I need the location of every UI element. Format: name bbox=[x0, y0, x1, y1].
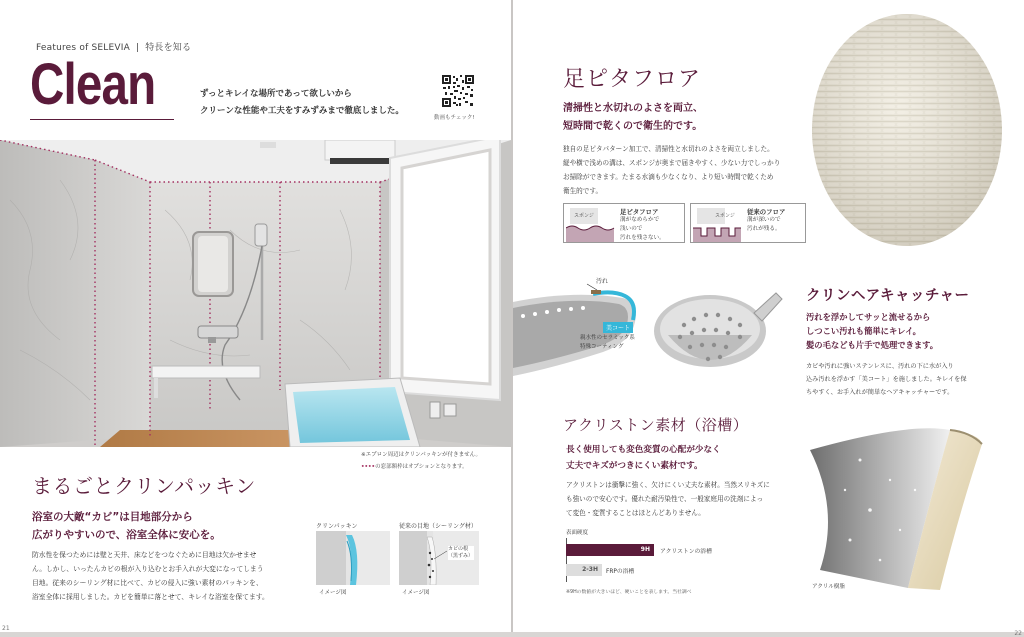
floor-heading: 足ピタフロア bbox=[563, 67, 702, 92]
body-line: も強いので安心です。優れた耐汚染性で、一般家庭用の洗剤によっ bbox=[566, 495, 764, 503]
body-line: ん。しかし、いったんカビの根が入り込むとお手入れが大変になってしまう bbox=[32, 565, 264, 573]
image-label: イメージ図 bbox=[319, 590, 347, 596]
hardness-bar-acriston bbox=[566, 544, 654, 556]
acriston-subheading bbox=[566, 442, 721, 474]
diagram-line: 汚れを残さない。 bbox=[620, 235, 665, 241]
body-line: 衛生的です。 bbox=[563, 187, 603, 195]
subheading-line: 短時間で乾くので衛生的です。 bbox=[563, 121, 703, 132]
acrylic-resin-label: アクリル樹脂 bbox=[812, 584, 845, 590]
acriston-material-image bbox=[800, 420, 1000, 596]
page-number-right: 22 bbox=[1014, 630, 1022, 637]
intro-line: ずっとキレイな場所であって欲しいから bbox=[200, 89, 352, 99]
subheading-line: 浴室の大敵“カビ”は目地部分から bbox=[32, 511, 193, 523]
body-line: て変色・変質することはほとんどありません。 bbox=[566, 509, 705, 517]
hardness-bar-frp bbox=[566, 564, 602, 576]
body-line: カビや汚れに強いステンレスに、汚れの下に水が入り bbox=[806, 363, 954, 370]
hair-catcher-heading: クリンヘアキャッチャー bbox=[806, 288, 970, 304]
features-jp-text: 特長を知る bbox=[145, 43, 192, 53]
subheading-line: 広がりやすいので、浴室全体に安心を。 bbox=[32, 529, 221, 541]
bathroom-note-1: ※エプロン周辺はクリンパッキンが付きません。 bbox=[361, 452, 482, 458]
hardness-footnote: ※9Hの数値が大きいほど、硬いことを表します。当社調べ bbox=[566, 590, 692, 595]
bar-value: 9H bbox=[640, 546, 650, 553]
hair-catcher-image bbox=[650, 285, 785, 385]
subheading-line: 丈夫でキズがつきにくい素材です。 bbox=[566, 461, 703, 471]
diagram-text bbox=[747, 207, 785, 234]
ashipita-floor-diagram bbox=[563, 203, 685, 243]
hardness-title: 表面硬度 bbox=[566, 530, 589, 536]
clin-packing-label: クリンパッキン bbox=[316, 523, 358, 530]
diagram-title: 従来のフロア bbox=[747, 208, 786, 216]
title-underline bbox=[30, 119, 174, 120]
sponge-tag: スポンジ bbox=[715, 213, 735, 219]
body-line: 目地。従来のシーリング材に比べて、カビの侵入に強い素材のパッキンを、 bbox=[32, 579, 263, 587]
features-text: Features of SELEVIA bbox=[36, 43, 130, 53]
bar-value: 2-3H bbox=[582, 566, 598, 573]
body-line: 独自の足ピタパターン加工で、清掃性と水切れのよさを両立しました。 bbox=[563, 145, 774, 153]
bathroom-photo bbox=[0, 140, 511, 447]
floor-body bbox=[563, 142, 780, 198]
qr-label: 動画もチェック! bbox=[434, 115, 475, 121]
subheading-line: 長く使用しても変色変質の心配が少なく bbox=[566, 445, 721, 455]
packing-heading: まるごとクリンパッキン bbox=[32, 474, 256, 498]
intro-text bbox=[200, 86, 404, 120]
body-line: 浴室全体に採用しました。カビを簡単に落とせて、キレイな浴室を保てます。 bbox=[32, 593, 269, 601]
bar-label: FRPの浴槽 bbox=[606, 569, 635, 575]
packing-body bbox=[32, 548, 308, 604]
ceramic-callout bbox=[580, 334, 635, 352]
diagram-line: 汚れが残る。 bbox=[747, 226, 781, 232]
subheading-line: しつこい汚れも簡単にキレイ。 bbox=[806, 326, 921, 336]
image-label: イメージ図 bbox=[402, 590, 430, 596]
page-title: Clean bbox=[30, 52, 156, 117]
mold-callout: カビの根（黒ずみ） bbox=[448, 546, 474, 559]
body-line: お掃除ができます。たまる水滴も少なくなり、より短い時間で乾くため bbox=[563, 173, 774, 181]
callout-line: 特殊コーティング bbox=[580, 344, 624, 350]
body-line: 縦や横で浅めの溝は、スポンジが奥まで届きやすく、少ない力でしっかり bbox=[563, 159, 781, 167]
acriston-body bbox=[566, 478, 770, 520]
hair-catcher-body bbox=[806, 360, 967, 399]
page-number-left: 21 bbox=[2, 625, 10, 632]
conventional-joint-label: 従来の目地（シーリング材） bbox=[399, 523, 477, 530]
subheading-line: 汚れを浮かしてサッと流せるから bbox=[806, 312, 931, 322]
body-line: アクリストンは衝撃に強く、欠けにくい丈夫な素材。当然スリキズに bbox=[566, 481, 770, 489]
body-line: 込み汚れを浮かす「美コート」を施しました。キレイを保 bbox=[806, 376, 967, 383]
sponge-tag: スポンジ bbox=[574, 213, 594, 219]
dotted-line-marker: •••• bbox=[361, 464, 376, 470]
packing-subheading bbox=[32, 508, 221, 544]
diagram-line: 溝が深いので bbox=[747, 217, 781, 223]
subheading-line: 清掃性と水切れのよさを両立、 bbox=[563, 103, 703, 114]
diagram-line: 浅いので bbox=[620, 226, 643, 232]
qr-code[interactable] bbox=[441, 74, 475, 108]
bar-label: アクリストンの浴槽 bbox=[660, 549, 712, 555]
diagram-line: 溝がなめらかで bbox=[620, 217, 660, 223]
callout-line: 親水性のセラミック系 bbox=[580, 335, 635, 341]
intro-line: クリーンな性能や工夫をすみずみまで徹底しました。 bbox=[200, 106, 404, 116]
diagram-text bbox=[620, 207, 665, 243]
floor-subheading bbox=[563, 100, 703, 136]
features-separator: | bbox=[135, 43, 140, 53]
floor-texture-image bbox=[812, 14, 1002, 246]
conventional-floor-diagram bbox=[690, 203, 806, 243]
diagram-title: 足ピタフロア bbox=[620, 208, 659, 216]
subheading-line: 髪の毛なども片手で処理できます。 bbox=[806, 340, 939, 350]
left-page bbox=[0, 0, 511, 632]
hair-catcher-subheading bbox=[806, 310, 938, 352]
clin-packing-figure bbox=[316, 531, 390, 585]
acriston-heading: アクリストン素材（浴槽） bbox=[563, 416, 749, 434]
dirt-callout: 汚れ bbox=[596, 278, 609, 285]
body-line: ちやすく、お手入れが簡単なヘアキャッチャーです。 bbox=[806, 389, 954, 396]
body-line: 防水性を保つためには壁と天井、床などをつなぐために目地は欠かせませ bbox=[32, 551, 257, 559]
bi-coat-callout: 美コート bbox=[603, 322, 633, 333]
note-text: の窓部額枠はオプションとなります。 bbox=[375, 464, 468, 470]
bathroom-note-2 bbox=[361, 462, 468, 470]
